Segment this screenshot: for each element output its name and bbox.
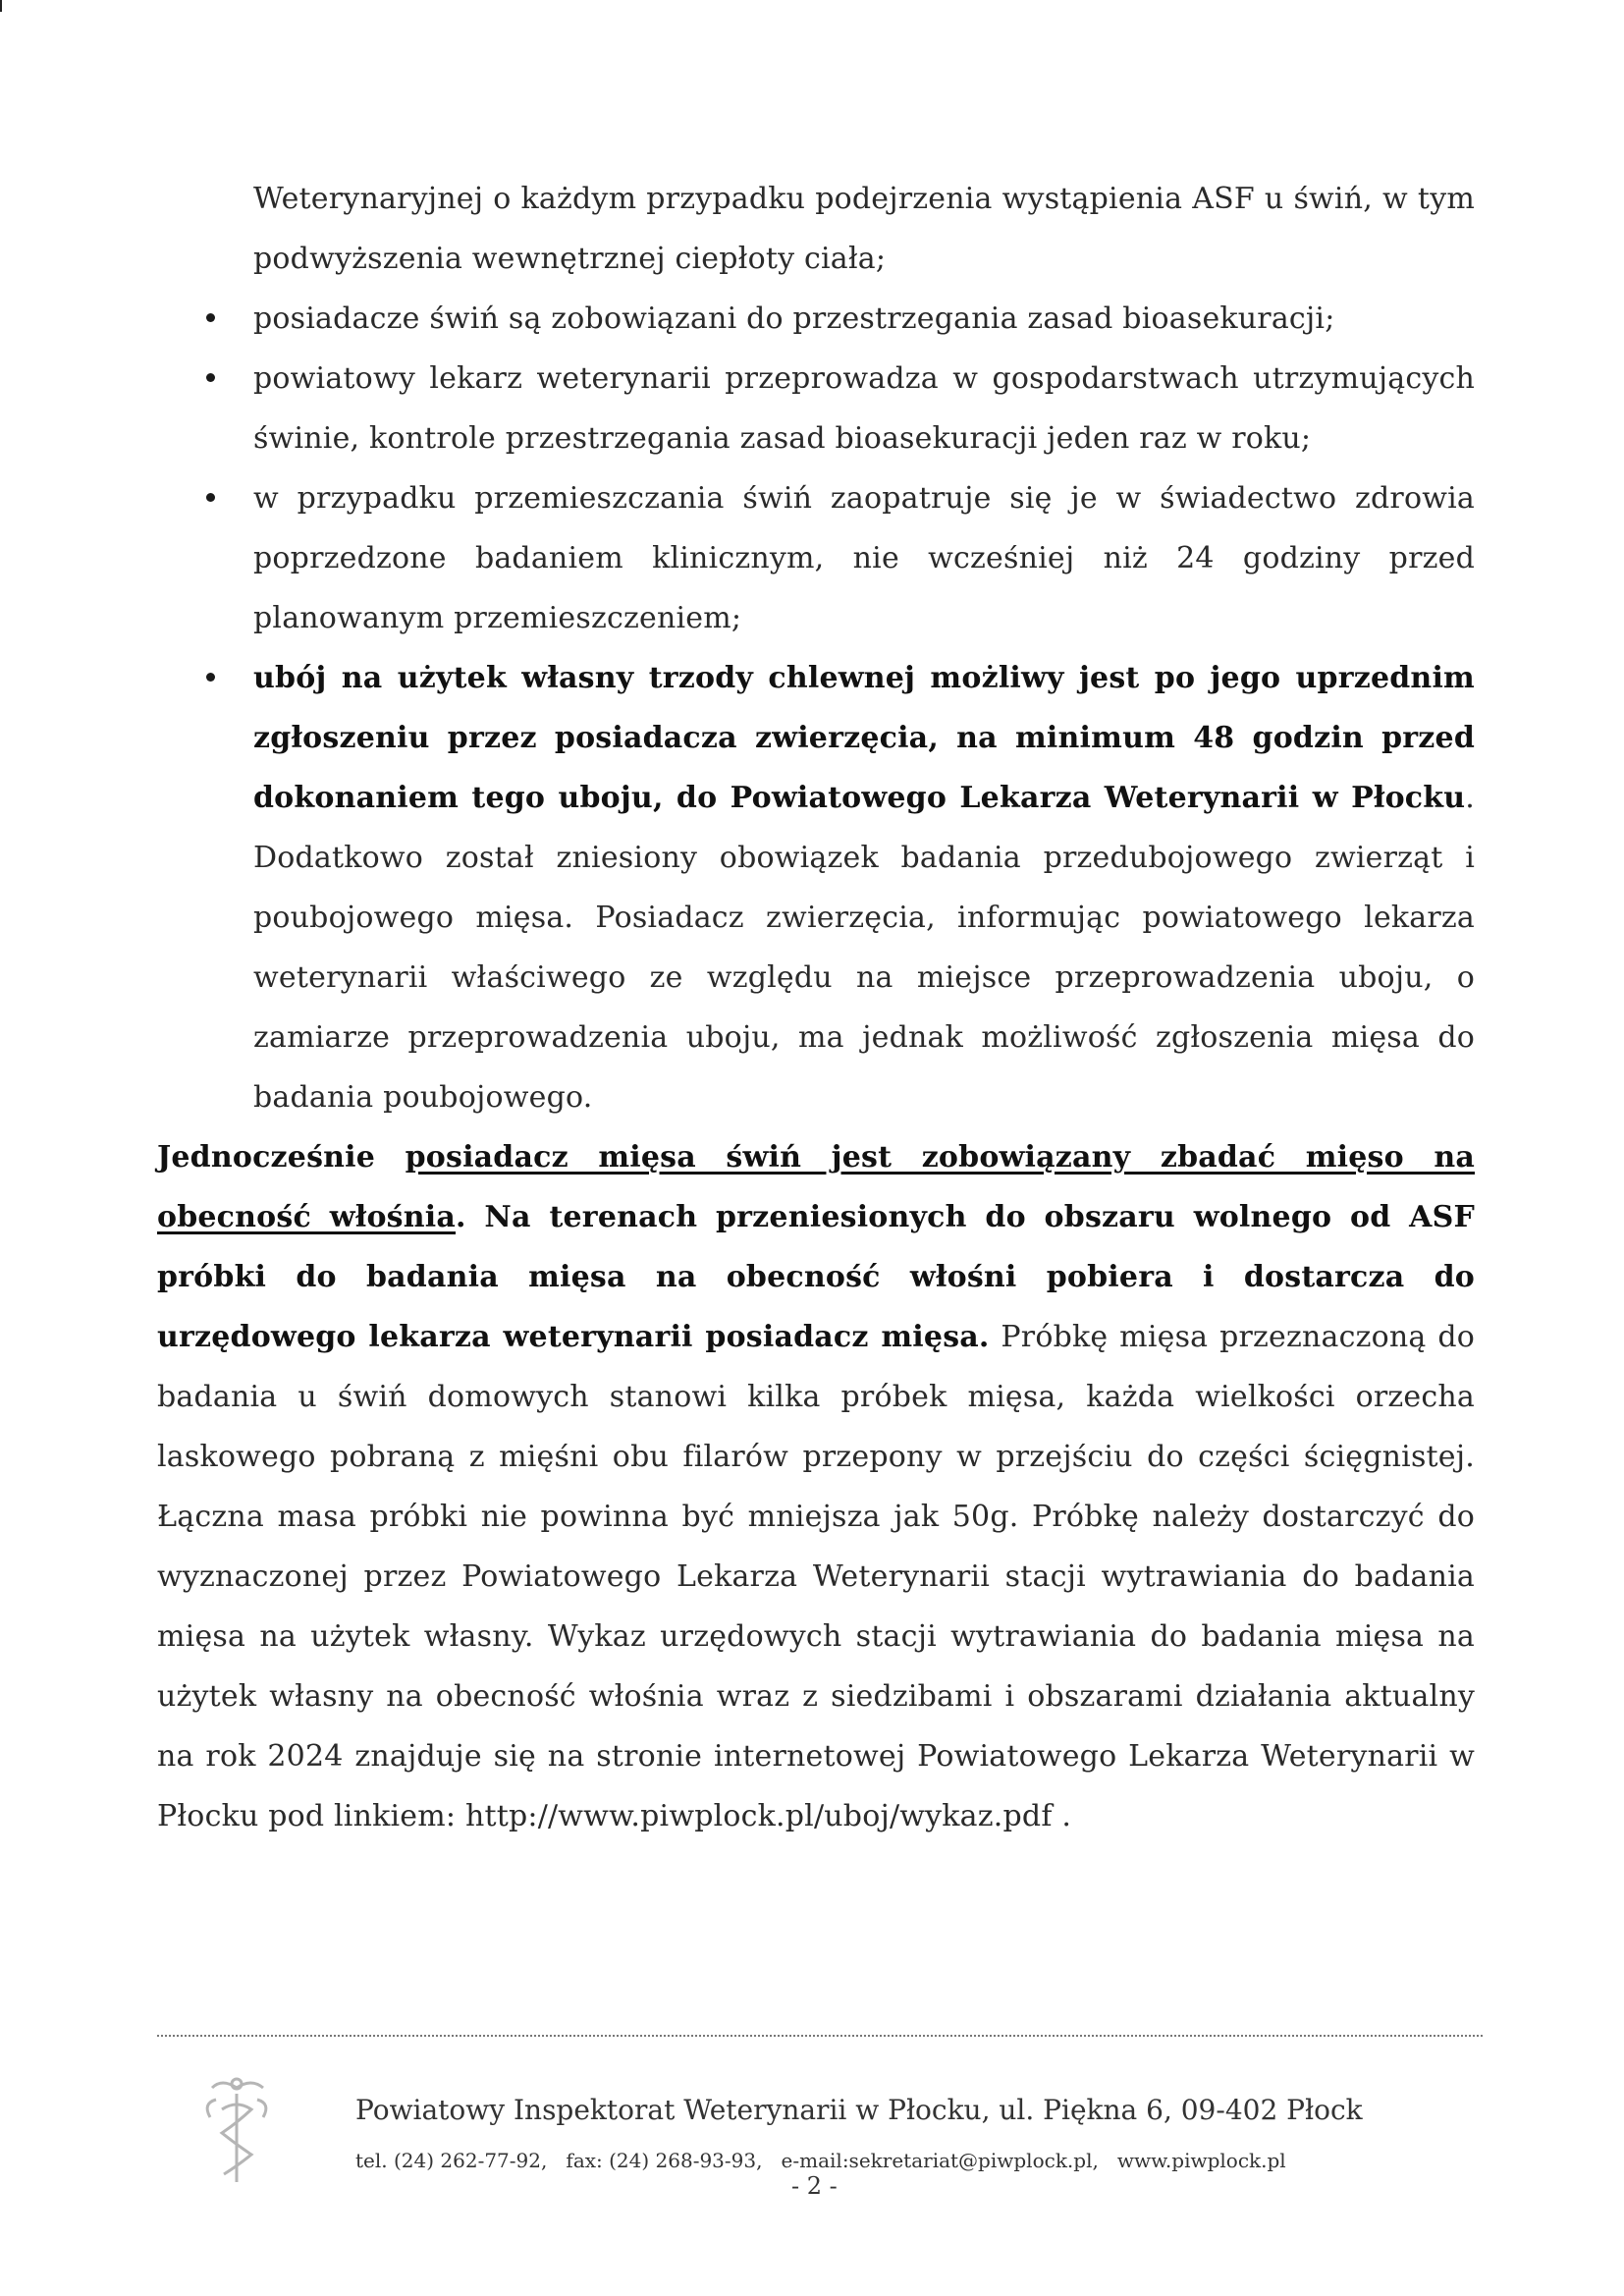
bullet-icon xyxy=(206,373,215,382)
bullet-item xyxy=(157,468,1475,648)
bullet-item xyxy=(157,349,1475,468)
final-bold-underlined: posiadacz mięsa świń jest zobowiązany zbadać mięso na obecność włośnia xyxy=(157,1140,1475,1234)
bullet-icon xyxy=(206,313,215,322)
bullet-icon xyxy=(206,493,215,502)
bullet-text: . Dodatkowo został zniesiony obowiązek badania przedubojowego zwierząt i poubojowego mięsa. Posiadacz zwierzęcia, informując powiatowego lekarza weterynarii właściwego ze względu na miejsce przeprowadzenia uboju, o zamiarze przeprowadzenia uboju, ma jednak możliwość zgłoszenia mięsa do badania poubojowego. xyxy=(253,781,1475,1115)
final-text: Próbkę mięsa przeznaczoną do badania u świń domowych stanowi kilka próbek mięsa, każda wielkości orzecha laskowego pobraną z mięśni obu filarów przepony w przejściu do części ścięgnistej. Łączna masa próbki nie powinna być mniejsza jak 50g. Próbkę należy dostarczyć do wyznaczonej przez Powiatowego Lekarza Weterynarii stacji wytrawiania do badania mięsa na użytek własny. Wykaz urzędowych stacji wytrawiania do badania mięsa na użytek własny na obecność włośnia wraz z siedzibami i obszarami działania aktualny na rok 2024 znajduje się na stronie internetowej Powiatowego Lekarza Weterynarii w Płocku pod linkiem: http://www.piwplock.pl/uboj/wykaz.pdf . xyxy=(157,1320,1475,1833)
footer-divider xyxy=(157,2035,1483,2037)
caduceus-logo-icon xyxy=(192,2074,281,2192)
bullet-bold-text: ubój na użytek własny trzody chlewnej możliwy jest po jego uprzednim zgłoszeniu przez posiadacza zwierzęcia, na minimum 48 godzin przed dokonaniem tego uboju, do Powiatowego Lekarza Weterynarii w Płocku xyxy=(253,661,1475,815)
bullet-text: w przypadku przemieszczania świń zaopatruje się je w świadectwo zdrowia poprzedzone badaniem klinicznym, nie wcześniej niż 24 godziny przed planowanym przemieszczeniem; xyxy=(253,481,1475,635)
bullet-text: posiadacze świń są zobowiązani do przestrzegania zasad bioasekuracji; xyxy=(253,301,1335,336)
bullet-item xyxy=(157,289,1475,349)
bullet-list xyxy=(157,289,1475,1127)
bullet-text: powiatowy lekarz weterynarii przeprowadza w gospodarstwach utrzymujących świnie, kontrole przestrzegania zasad bioasekuracji jeden raz w roku; xyxy=(253,361,1475,456)
document-body xyxy=(157,169,1475,1846)
final-paragraph xyxy=(157,1127,1475,1846)
paragraph-continuation: Weterynaryjnej o każdym przypadku podejrzenia wystąpienia ASF u świń, w tym podwyższenia wewnętrznej ciepłoty ciała; xyxy=(253,182,1475,276)
scan-mark xyxy=(0,0,2,12)
page-number: - 2 - xyxy=(791,2172,838,2200)
footer-institution: Powiatowy Inspektorat Weterynarii w Płocku, ul. Piękna 6, 09-402 Płock xyxy=(355,2094,1363,2126)
final-bold-start: Jednocześnie xyxy=(157,1140,406,1175)
bullet-item-slaughter xyxy=(157,648,1475,1127)
final-bold-continuation: . Na terenach przeniesionych do obszaru wolnego od ASF próbki do badania mięsa na obecność włośni pobiera i dostarcza do urzędowego lekarza weterynarii posiadacz mięsa. xyxy=(157,1200,1475,1354)
bullet-icon xyxy=(206,673,215,682)
footer-contact: tel. (24) 262-77-92, fax: (24) 268-93-93, e-mail:sekretariat@piwplock.pl, www.piwplock.pl xyxy=(355,2149,1286,2172)
